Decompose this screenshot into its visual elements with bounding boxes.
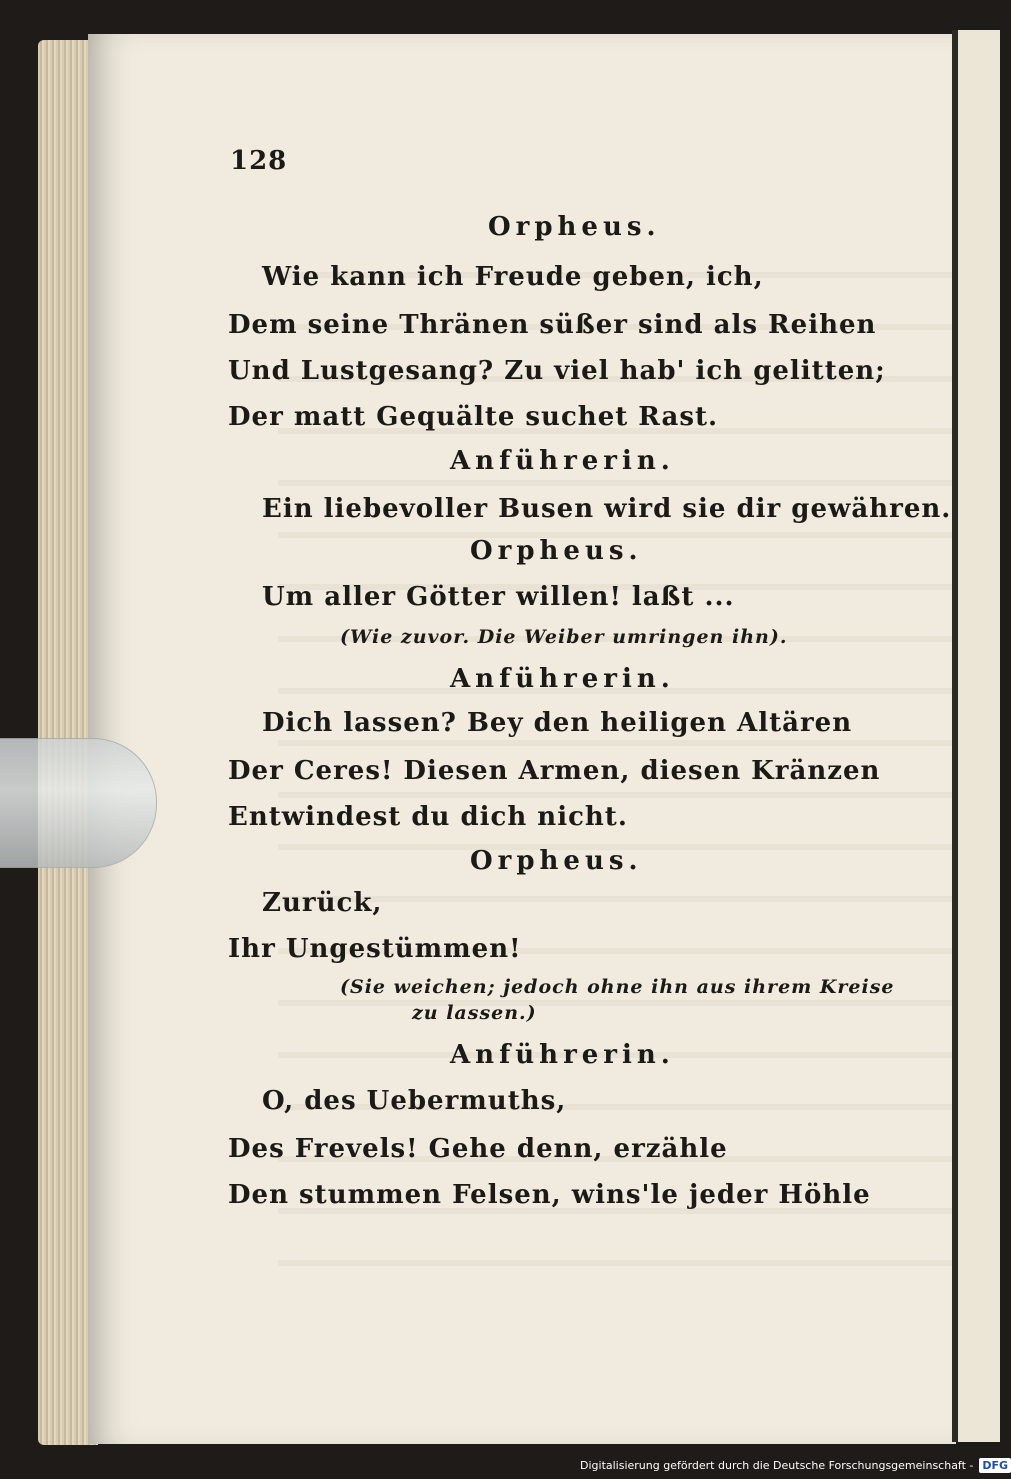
speaker-heading: Anführerin. bbox=[450, 664, 675, 694]
verse-line: Dich lassen? Bey den heiligen Altären bbox=[262, 708, 853, 738]
speaker-heading: Orpheus. bbox=[488, 212, 661, 242]
dfg-logo: DFG bbox=[979, 1458, 1011, 1473]
verse-line: Dem seine Thränen süßer sind als Reihen bbox=[228, 310, 877, 340]
page-holder-clip bbox=[0, 738, 157, 868]
page-number: 128 bbox=[230, 146, 288, 176]
speaker-heading: Orpheus. bbox=[470, 536, 643, 566]
speaker-heading: Anführerin. bbox=[450, 446, 675, 476]
verse-line: Der matt Gequälte suchet Rast. bbox=[228, 402, 719, 432]
verse-line: Des Frevels! Gehe denn, erzähle bbox=[228, 1134, 728, 1164]
facing-page-edge bbox=[958, 30, 1000, 1442]
verse-line: Den stummen Felsen, wins'le jeder Höhle bbox=[228, 1180, 871, 1210]
verse-line: Und Lustgesang? Zu viel hab' ich gelitten; bbox=[228, 356, 886, 386]
speaker-heading: Orpheus. bbox=[470, 846, 643, 876]
verse-line: Der Ceres! Diesen Armen, diesen Kränzen bbox=[228, 756, 881, 786]
verse-line: Wie kann ich Freude geben, ich, bbox=[262, 262, 764, 292]
verse-line: Um aller Götter willen! laßt ... bbox=[262, 582, 735, 612]
stage-direction: (Wie zuvor. Die Weiber umringen ihn). bbox=[340, 626, 788, 648]
speaker-heading: Anführerin. bbox=[450, 1040, 675, 1070]
book-page bbox=[88, 34, 956, 1444]
verse-line: O, des Uebermuths, bbox=[262, 1086, 567, 1116]
verse-line: Ein liebevoller Busen wird sie dir gewähren. bbox=[262, 494, 952, 524]
stage-direction: (Sie weichen; jedoch ohne ihn aus ihrem Kreise bbox=[340, 976, 895, 998]
verse-line: Entwindest du dich nicht. bbox=[228, 802, 628, 832]
verse-line: Zurück, bbox=[262, 888, 383, 918]
verse-line: Ihr Ungestümmen! bbox=[228, 934, 522, 964]
stage-direction: zu lassen.) bbox=[412, 1002, 537, 1024]
credit-text: Digitalisierung gefördert durch die Deutsche Forschungsgemeinschaft - bbox=[580, 1458, 974, 1472]
digitization-credit bbox=[580, 1455, 1011, 1475]
